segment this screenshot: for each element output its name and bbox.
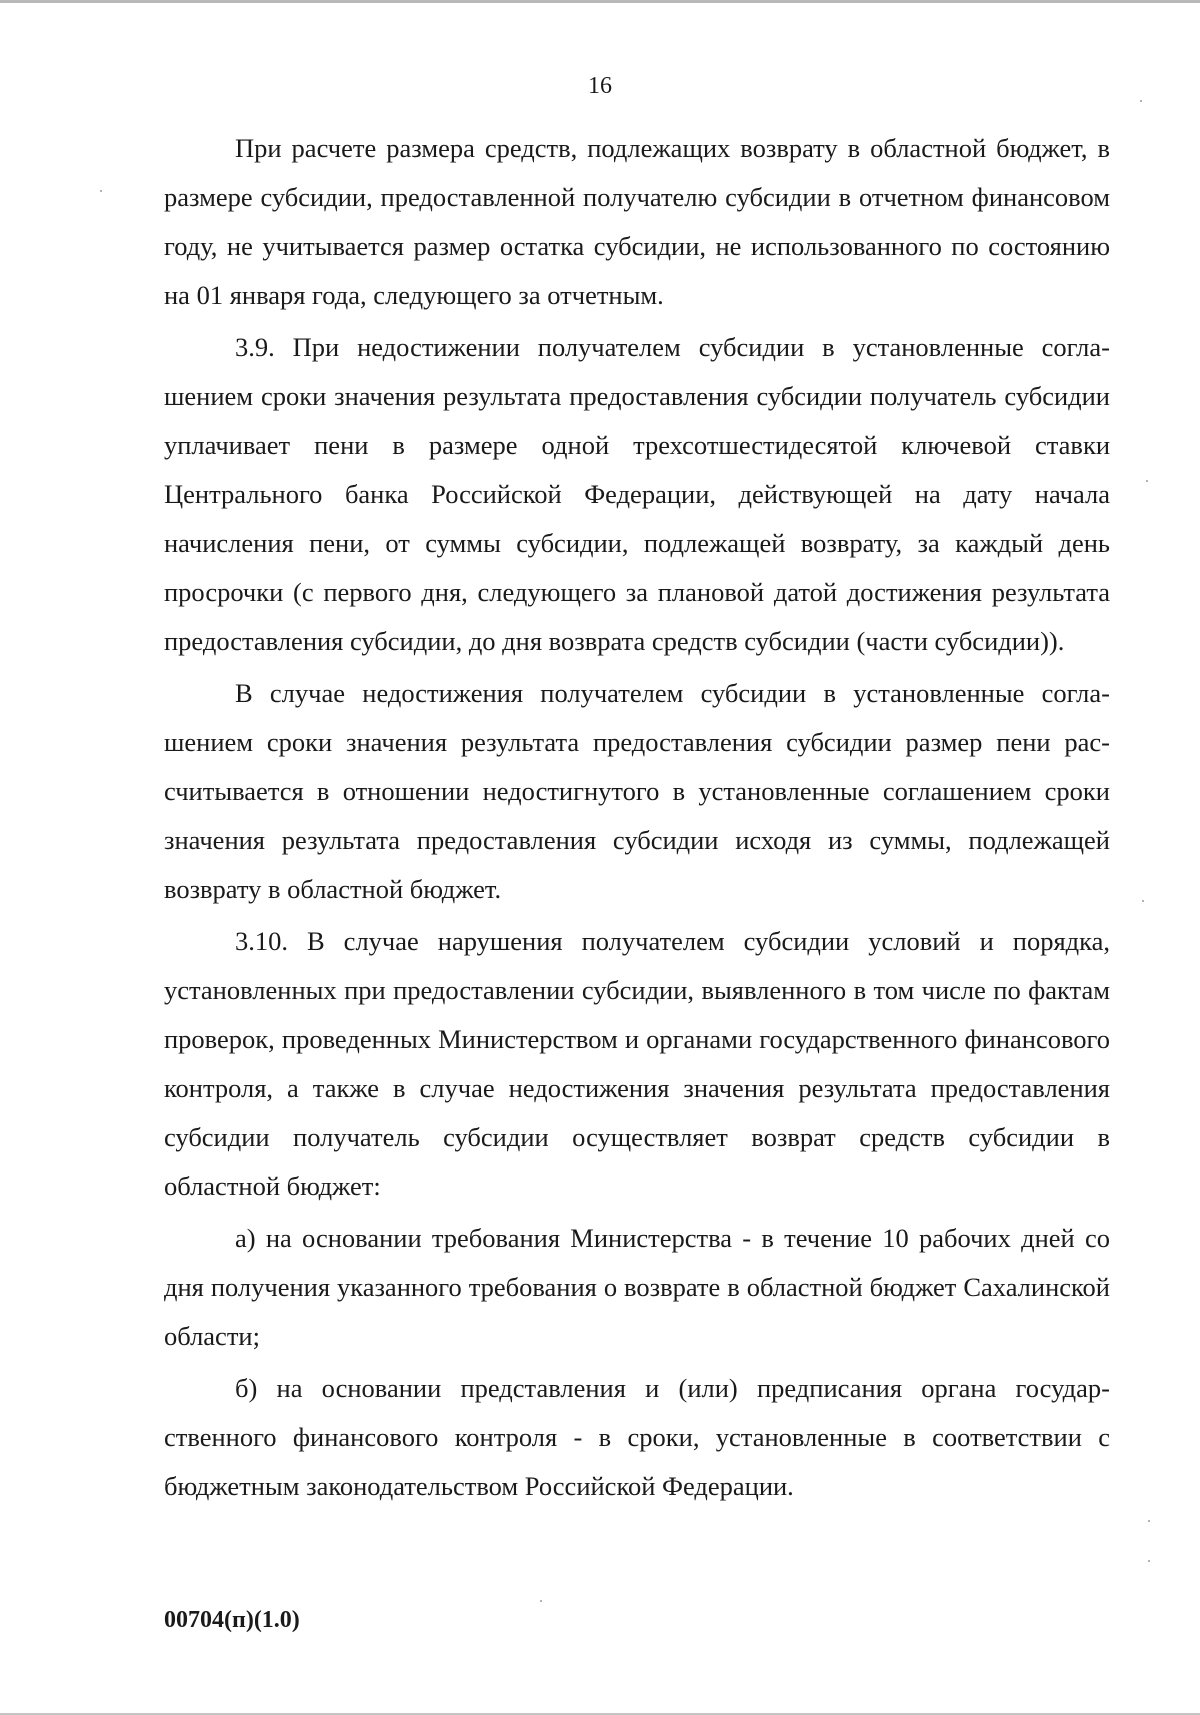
page-number: 16 <box>588 73 612 99</box>
document-code: 00704(п)(1.0) <box>164 1607 300 1633</box>
paragraph-3-10-violation: 3.10. В случае нарушения получателем субсидии условий и порядка, установленных при предоставлении субсидии, выявленного в том числе по фактам проверок, проведенных Министерством и органами государственного финансового контроля, а также в случае недостижения значения результата предоставления субсидии получатель субсидии осуществляет возврат средств субсидии в областной бюджет: <box>164 926 1110 1201</box>
scan-top-edge <box>0 0 1200 3</box>
paragraph-budget-return: При расчете размера средств, подлежащих возврату в областной бюджет, в размере субсидии, предоставленной получателю субсидии в отчетном финансовом году, не учитывается размер остатка субсидии, не использованного по состоянию на 01 января года, следующего за отчетным. <box>164 133 1110 310</box>
scan-speck <box>1146 480 1148 482</box>
scan-speck <box>1148 1520 1150 1522</box>
document-body <box>164 124 1110 1514</box>
scan-speck <box>100 190 102 192</box>
scan-speck <box>1148 1560 1150 1562</box>
list-item-b: б) на основании представления и (или) предписания органа государственного финансового контроля - в сроки, установленные в соответствии с бюджетным законодательством Российской Федерации. <box>164 1373 1110 1501</box>
scan-speck <box>1140 100 1142 102</box>
paragraph-3-9-penalty: 3.9. При недостижении получателем субсидии в установленные соглашением сроки значения результата предоставления субсидии получатель субсидии уплачивает пени в размере одной трехсотшестидесятой ключевой ставки Центрального банка Российской Федерации, действующей на дату начала начисления пени, от суммы субсидии, подлежащей возврату, за каждый день просрочки (с первого дня, следующего за плановой датой достижения результата предоставления субсидии, до дня возврата средств субсидии (части субсидии)). <box>164 332 1110 656</box>
list-item-a: а) на основании требования Министерства - в течение 10 рабочих дней со дня получения указанного требования о возврате в областной бюджет Сахалинской области; <box>164 1223 1110 1351</box>
scan-speck <box>1142 900 1144 902</box>
scan-speck <box>540 1600 542 1602</box>
paragraph-penalty-calculation: В случае недостижения получателем субсидии в установленные соглашением сроки значения результата предоставления субсидии размер пени рассчитывается в отношении недостигнутого в установленные соглашением сроки значения результата предоставления субсидии исходя из суммы, подлежащей возврату в областной бюджет. <box>164 678 1110 904</box>
